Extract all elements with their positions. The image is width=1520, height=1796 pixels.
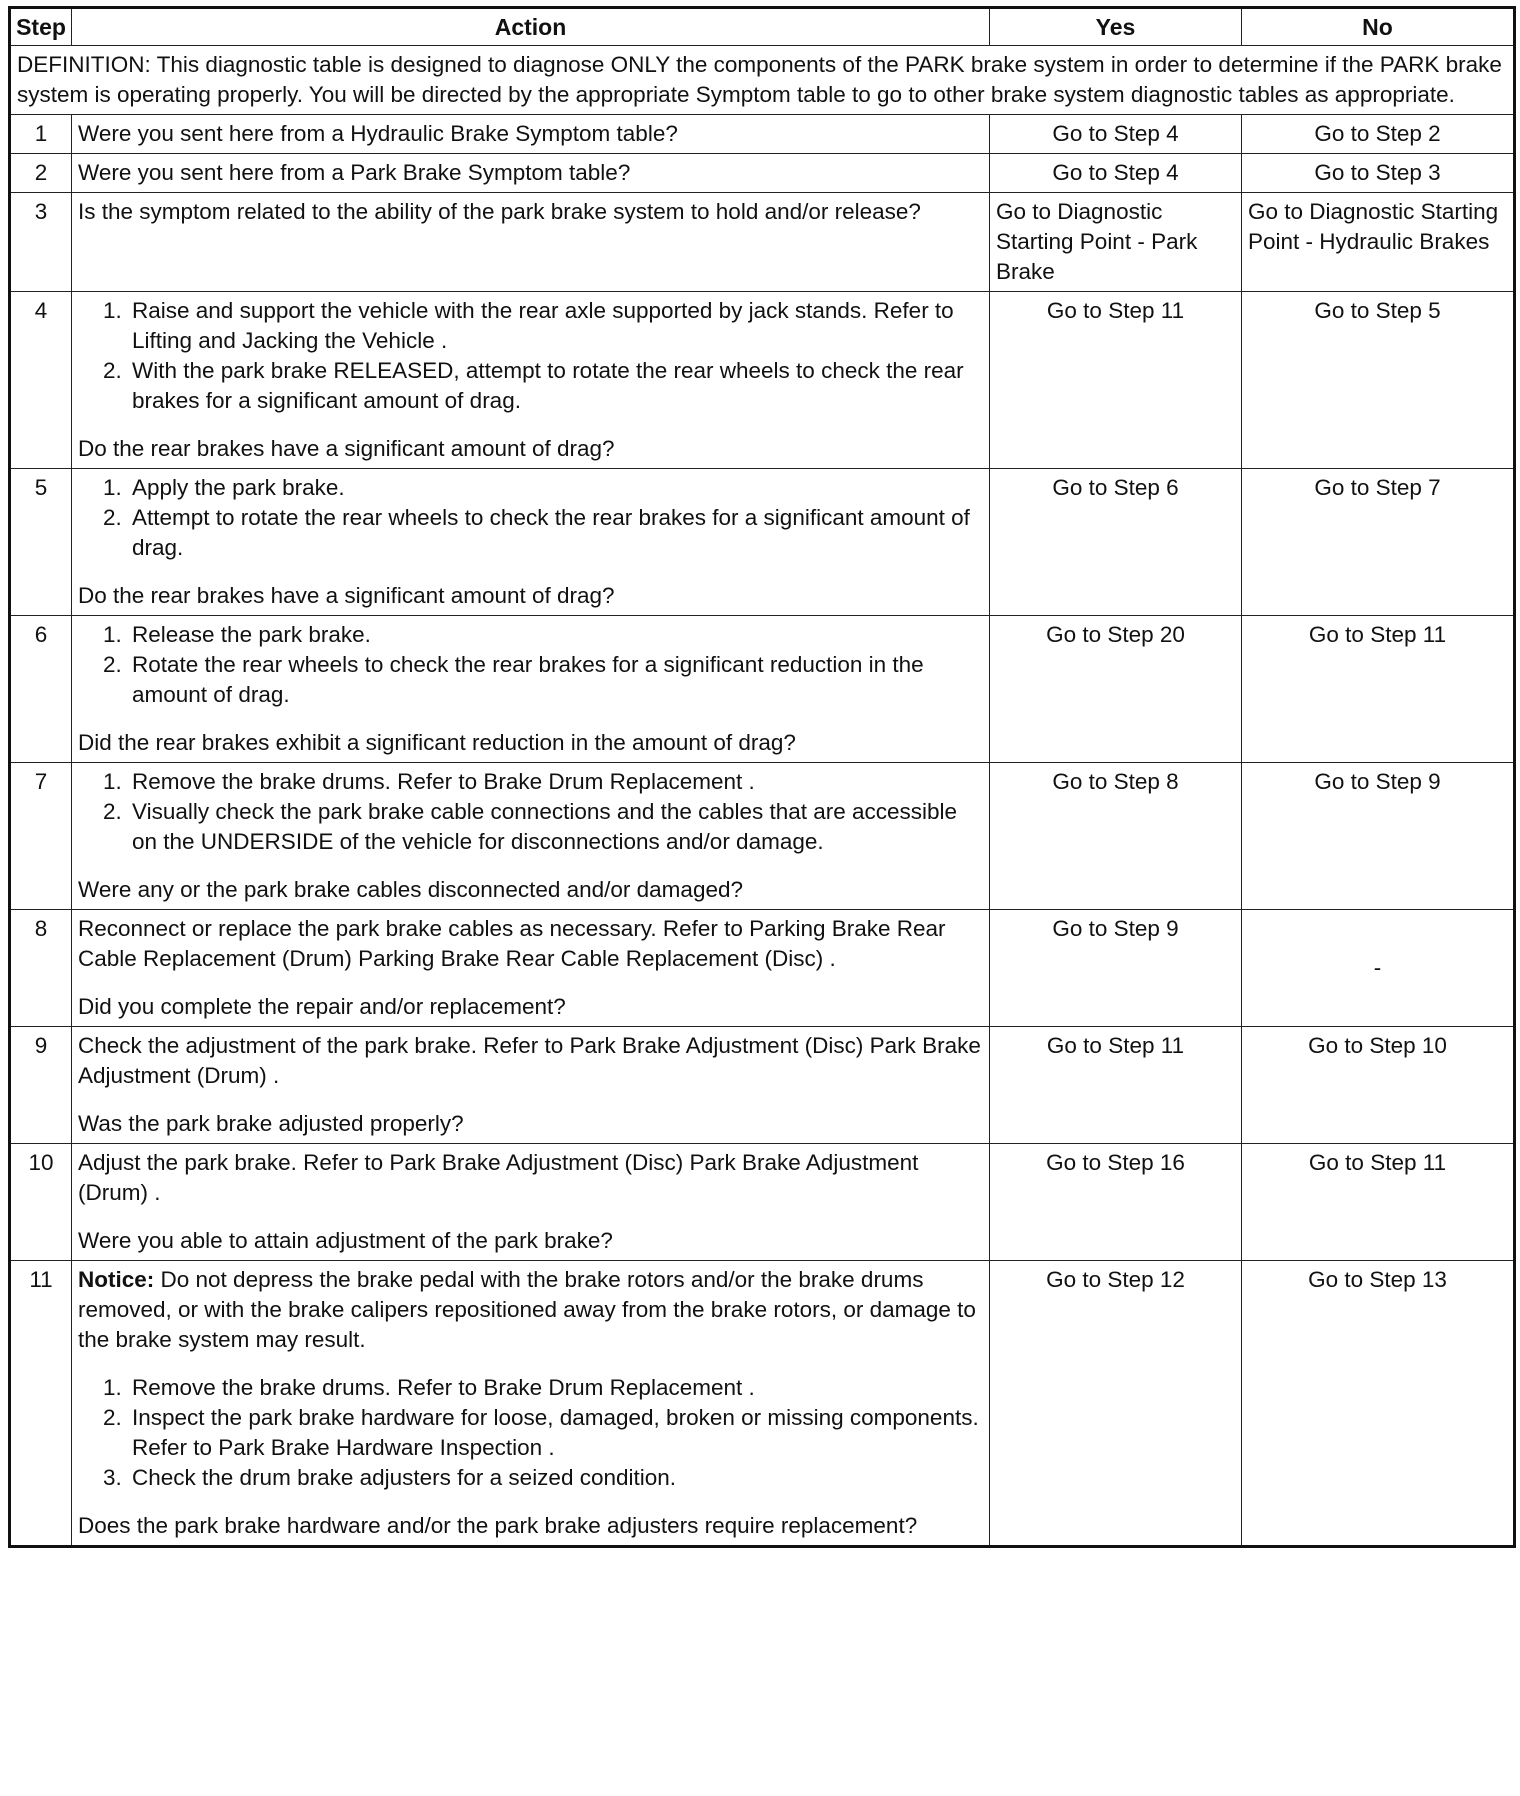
action-cell bbox=[72, 910, 990, 1027]
action-question: Does the park brake hardware and/or the park brake adjusters require replacement? bbox=[78, 1513, 918, 1538]
action-question: Were you sent here from a Hydraulic Brake Symptom table? bbox=[72, 115, 990, 154]
definition-row bbox=[10, 46, 1515, 115]
action-list bbox=[78, 767, 983, 857]
diagnostic-table bbox=[8, 6, 1516, 1548]
yes-result: Go to Step 9 bbox=[990, 910, 1242, 1027]
table-row bbox=[10, 1027, 1515, 1144]
header-row bbox=[10, 8, 1515, 46]
no-result: Go to Diagnostic Starting Point - Hydraulic Brakes bbox=[1242, 193, 1515, 292]
action-cell bbox=[72, 292, 990, 469]
action-question: Do the rear brakes have a significant amount of drag? bbox=[78, 436, 615, 461]
action-intro: Adjust the park brake. Refer to Park Brake Adjustment (Disc) Park Brake Adjustment (Drum) . bbox=[78, 1150, 919, 1205]
no-result: Go to Step 3 bbox=[1242, 154, 1515, 193]
list-item: 1. Remove the brake drums. Refer to Brake Drum Replacement . bbox=[128, 1373, 983, 1403]
step-number: 3 bbox=[10, 193, 72, 292]
list-item: 2. Rotate the rear wheels to check the rear brakes for a significant reduction in the amount of drag. bbox=[128, 650, 983, 710]
action-question: Were any or the park brake cables disconnected and/or damaged? bbox=[78, 877, 743, 902]
table-row bbox=[10, 469, 1515, 616]
step-number: 1 bbox=[10, 115, 72, 154]
no-result: Go to Step 10 bbox=[1242, 1027, 1515, 1144]
action-question: Did you complete the repair and/or replacement? bbox=[78, 994, 566, 1019]
list-item: 2. With the park brake RELEASED, attempt to rotate the rear wheels to check the rear brakes for a significant amount of drag. bbox=[128, 356, 983, 416]
header-yes: Yes bbox=[990, 8, 1242, 46]
table-row bbox=[10, 616, 1515, 763]
yes-result: Go to Step 12 bbox=[990, 1261, 1242, 1547]
step-number: 10 bbox=[10, 1144, 72, 1261]
table-row bbox=[10, 910, 1515, 1027]
yes-result: Go to Step 11 bbox=[990, 292, 1242, 469]
list-item: 1. Remove the brake drums. Refer to Brake Drum Replacement . bbox=[128, 767, 983, 797]
action-question: Do the rear brakes have a significant amount of drag? bbox=[78, 583, 615, 608]
yes-result: Go to Diagnostic Starting Point - Park Brake bbox=[990, 193, 1242, 292]
list-item: 1. Raise and support the vehicle with the rear axle supported by jack stands. Refer to Lifting and Jacking the Vehicle . bbox=[128, 296, 983, 356]
no-result: Go to Step 11 bbox=[1242, 1144, 1515, 1261]
step-number: 4 bbox=[10, 292, 72, 469]
yes-result: Go to Step 6 bbox=[990, 469, 1242, 616]
list-item: 1. Apply the park brake. bbox=[128, 473, 983, 503]
action-list bbox=[78, 296, 983, 416]
notice-body: Do not depress the brake pedal with the brake rotors and/or the brake drums removed, or with the brake calipers repositioned away from the brake rotors, or damage to the brake system may result. bbox=[78, 1267, 976, 1352]
step-number: 6 bbox=[10, 616, 72, 763]
action-question: Were you able to attain adjustment of the park brake? bbox=[78, 1228, 613, 1253]
yes-result: Go to Step 4 bbox=[990, 115, 1242, 154]
step-number: 11 bbox=[10, 1261, 72, 1547]
action-intro: Check the adjustment of the park brake. Refer to Park Brake Adjustment (Disc) Park Brake Adjustment (Drum) . bbox=[78, 1033, 981, 1088]
step-number: 9 bbox=[10, 1027, 72, 1144]
yes-result: Go to Step 16 bbox=[990, 1144, 1242, 1261]
action-question: Is the symptom related to the ability of the park brake system to hold and/or release? bbox=[72, 193, 990, 292]
notice-text bbox=[78, 1265, 983, 1355]
table-row bbox=[10, 1144, 1515, 1261]
action-list bbox=[78, 620, 983, 710]
yes-result: Go to Step 8 bbox=[990, 763, 1242, 910]
table-row bbox=[10, 154, 1515, 193]
notice-label: Notice: bbox=[78, 1267, 155, 1292]
table-row bbox=[10, 292, 1515, 469]
action-list bbox=[78, 473, 983, 563]
no-result: Go to Step 7 bbox=[1242, 469, 1515, 616]
step-number: 7 bbox=[10, 763, 72, 910]
no-result: Go to Step 2 bbox=[1242, 115, 1515, 154]
list-item: 2. Inspect the park brake hardware for loose, damaged, broken or missing components. Refer to Park Brake Hardware Inspection . bbox=[128, 1403, 983, 1463]
action-cell bbox=[72, 1027, 990, 1144]
header-step: Step bbox=[10, 8, 72, 46]
definition-text: DEFINITION: This diagnostic table is designed to diagnose ONLY the components of the PARK brake system in order to determine if the PARK brake system is operating properly. You will be directed by the appropriate Symptom table to go to other brake system diagnostic tables as appropriate. bbox=[10, 46, 1515, 115]
header-action: Action bbox=[72, 8, 990, 46]
list-item: 3. Check the drum brake adjusters for a seized condition. bbox=[128, 1463, 983, 1493]
no-result: Go to Step 11 bbox=[1242, 616, 1515, 763]
action-question: Did the rear brakes exhibit a significant reduction in the amount of drag? bbox=[78, 730, 796, 755]
table-row bbox=[10, 1261, 1515, 1547]
action-cell bbox=[72, 469, 990, 616]
action-cell bbox=[72, 616, 990, 763]
action-cell bbox=[72, 763, 990, 910]
action-question: Was the park brake adjusted properly? bbox=[78, 1111, 464, 1136]
action-cell bbox=[72, 1261, 990, 1547]
header-no: No bbox=[1242, 8, 1515, 46]
yes-result: Go to Step 11 bbox=[990, 1027, 1242, 1144]
yes-result: Go to Step 4 bbox=[990, 154, 1242, 193]
step-number: 2 bbox=[10, 154, 72, 193]
action-list bbox=[78, 1373, 983, 1493]
step-number: 8 bbox=[10, 910, 72, 1027]
table-row bbox=[10, 115, 1515, 154]
no-result: Go to Step 5 bbox=[1242, 292, 1515, 469]
no-result: Go to Step 9 bbox=[1242, 763, 1515, 910]
no-result: Go to Step 13 bbox=[1242, 1261, 1515, 1547]
yes-result: Go to Step 20 bbox=[990, 616, 1242, 763]
table-row bbox=[10, 193, 1515, 292]
list-item: 1. Release the park brake. bbox=[128, 620, 983, 650]
table-row bbox=[10, 763, 1515, 910]
action-intro: Reconnect or replace the park brake cables as necessary. Refer to Parking Brake Rear Cable Replacement (Drum) Parking Brake Rear Cable Replacement (Disc) . bbox=[78, 916, 946, 971]
action-cell bbox=[72, 1144, 990, 1261]
no-result: - bbox=[1242, 910, 1515, 1027]
list-item: 2. Attempt to rotate the rear wheels to check the rear brakes for a significant amount of drag. bbox=[128, 503, 983, 563]
action-question: Were you sent here from a Park Brake Symptom table? bbox=[72, 154, 990, 193]
step-number: 5 bbox=[10, 469, 72, 616]
list-item: 2. Visually check the park brake cable connections and the cables that are accessible on the UNDERSIDE of the vehicle for disconnections and/or damage. bbox=[128, 797, 983, 857]
